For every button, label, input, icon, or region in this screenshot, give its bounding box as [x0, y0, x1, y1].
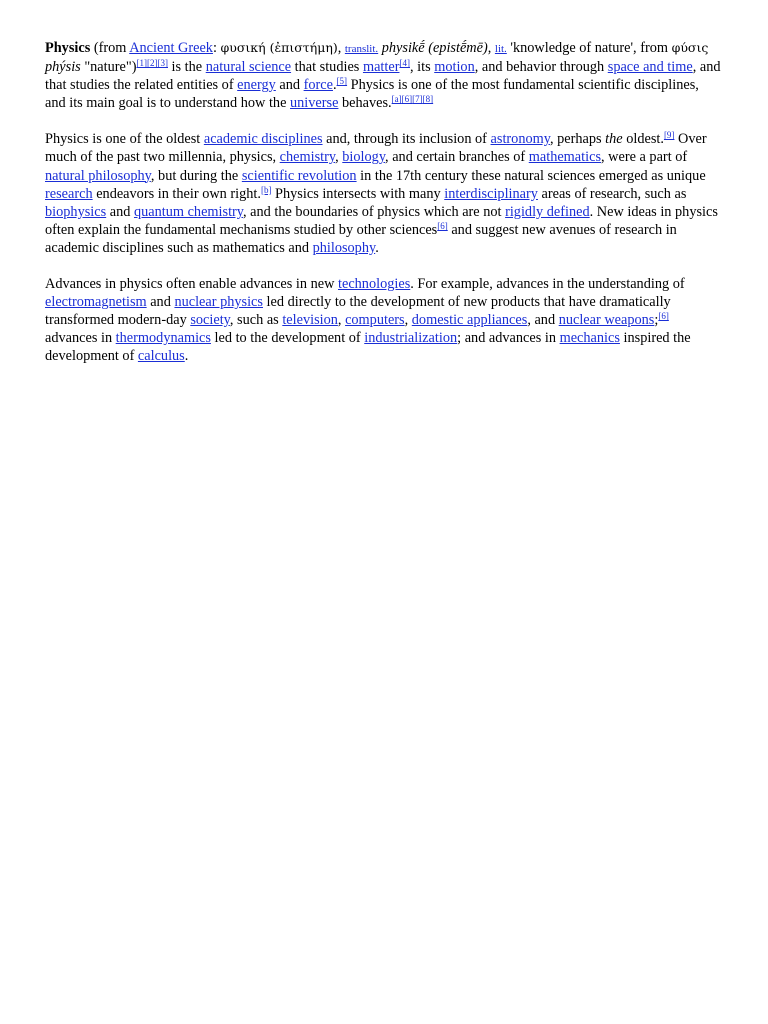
link-natural-philosophy[interactable]: natural philosophy: [45, 167, 151, 184]
link-ancient-greek[interactable]: Ancient Greek: [129, 40, 213, 56]
reference-link[interactable]: [2]: [146, 58, 158, 69]
greek-term: φυσική (ἐπιστήμη): [220, 40, 338, 55]
reference-group: [664, 130, 675, 140]
link-universe[interactable]: universe: [290, 95, 339, 112]
link-research[interactable]: research: [45, 185, 93, 202]
link-technologies[interactable]: technologies: [338, 276, 411, 293]
link-nuclear-physics[interactable]: nuclear physics: [174, 294, 263, 311]
paragraph-technology: Advances in physics often enable advances in new technologies. For example, advances in the understanding of electromagnetism and nuclear physics led directly to the development of new products that have dramatically transformed modern-day society, such as television, computers, domestic appliances, and nuclear weapons;[6] advances in thermodynamics led to the development of industrialization; and advances in mechanics inspired the development of calculus.: [45, 276, 691, 365]
reference-group: [399, 58, 410, 68]
link-scientific-revolution[interactable]: scientific revolution: [241, 167, 357, 184]
link-interdisciplinary[interactable]: interdisciplinary: [444, 185, 538, 202]
link-nuclear-weapons[interactable]: nuclear weapons: [558, 312, 655, 329]
link-biology[interactable]: biology: [342, 149, 386, 166]
reference-link[interactable]: [3]: [157, 58, 168, 69]
reference-group: [437, 221, 448, 231]
link-astronomy[interactable]: astronomy: [490, 131, 550, 148]
reference-group: [392, 94, 434, 104]
reference-group: [261, 185, 272, 195]
emphasis-the: the: [605, 131, 623, 148]
article-term: Physics: [45, 40, 91, 56]
greek-root: φύσις: [671, 40, 709, 55]
reference-group: [658, 311, 669, 321]
link-domestic-appliances[interactable]: domestic appliances: [411, 312, 528, 329]
reference-link[interactable]: [6]: [658, 311, 669, 322]
reference-link[interactable]: [5]: [336, 76, 348, 87]
link-mechanics[interactable]: mechanics: [559, 330, 620, 347]
article-body: [45, 39, 723, 384]
link-motion[interactable]: motion: [434, 59, 475, 76]
link-philosophy[interactable]: philosophy: [312, 239, 376, 256]
root-transliteration: phýsis: [45, 59, 81, 76]
link-rigidly-defined[interactable]: rigidly defined: [505, 203, 590, 220]
reference-group: [136, 58, 168, 68]
link-society[interactable]: society: [190, 312, 230, 329]
link-chemistry[interactable]: chemistry: [279, 149, 336, 166]
reference-link[interactable]: [8]: [422, 94, 434, 105]
link-thermodynamics[interactable]: thermodynamics: [115, 330, 211, 347]
reference-link[interactable]: [a]: [391, 94, 402, 105]
reference-link[interactable]: [7]: [412, 94, 423, 105]
reference-group: [337, 76, 348, 86]
paragraph-history: Physics is one of the oldest academic disciplines and, through its inclusion of astronomy, perhaps the oldest.[9] Over much of the past two millennia, physics, chemistry, biology, and certain branches of mathematics, were a part of natural philosophy, but during the scientific revolution in the 17th century these natural sciences emerged as unique research endeavors in their own right.[b] Physics intersects with many interdisciplinary areas of research, such as biophysics and quantum chemistry, and the boundaries of physics which are not rigidly defined. New ideas in physics often explain the fundamental mechanisms studied by other sciences[6] and suggest new avenues of research in academic disciplines such as mathematics and philosophy.: [45, 130, 718, 256]
reference-link[interactable]: [4]: [399, 58, 410, 69]
reference-link[interactable]: [6]: [401, 94, 413, 105]
link-academic-disciplines[interactable]: academic disciplines: [203, 131, 323, 148]
link-natural-science[interactable]: natural science: [205, 59, 292, 76]
link-force[interactable]: force: [303, 77, 333, 94]
link-quantum-chemistry[interactable]: quantum chemistry: [133, 203, 244, 220]
link-space-and-time[interactable]: space and time: [607, 59, 693, 76]
link-biophysics[interactable]: biophysics: [45, 203, 107, 220]
link-electromagnetism[interactable]: electromagnetism: [45, 294, 147, 311]
paragraph-intro: Physics (from Ancient Greek: φυσική (ἐπιστήμη), translit. physikḗ (epistḗmē), lit. 'knowledge of nature', from φύσις phýsis "nature")[1][2][3] is the natural science that studies matter[4], its motion, and behavior through space and time, and that studies the related entities of energy and force.[5] Physics is one of the most fundamental scientific disciplines, and its main goal is to understand how the universe behaves.[a][6][7][8]: [45, 40, 721, 112]
link-matter[interactable]: matter: [362, 59, 400, 76]
reference-link[interactable]: [1]: [136, 58, 147, 69]
reference-link[interactable]: [b]: [260, 184, 272, 195]
link-translit[interactable]: translit.: [344, 43, 379, 55]
reference-link[interactable]: [9]: [663, 130, 675, 141]
link-industrialization[interactable]: industrialization: [364, 330, 458, 347]
link-television[interactable]: television: [282, 312, 338, 329]
link-energy[interactable]: energy: [237, 77, 276, 94]
link-lit[interactable]: lit.: [494, 43, 507, 55]
link-mathematics[interactable]: mathematics: [528, 149, 602, 166]
link-computers[interactable]: computers: [345, 312, 405, 329]
transliteration: physikḗ (epistḗmē): [381, 40, 488, 56]
reference-link[interactable]: [6]: [437, 220, 448, 231]
link-calculus[interactable]: calculus: [137, 348, 185, 365]
